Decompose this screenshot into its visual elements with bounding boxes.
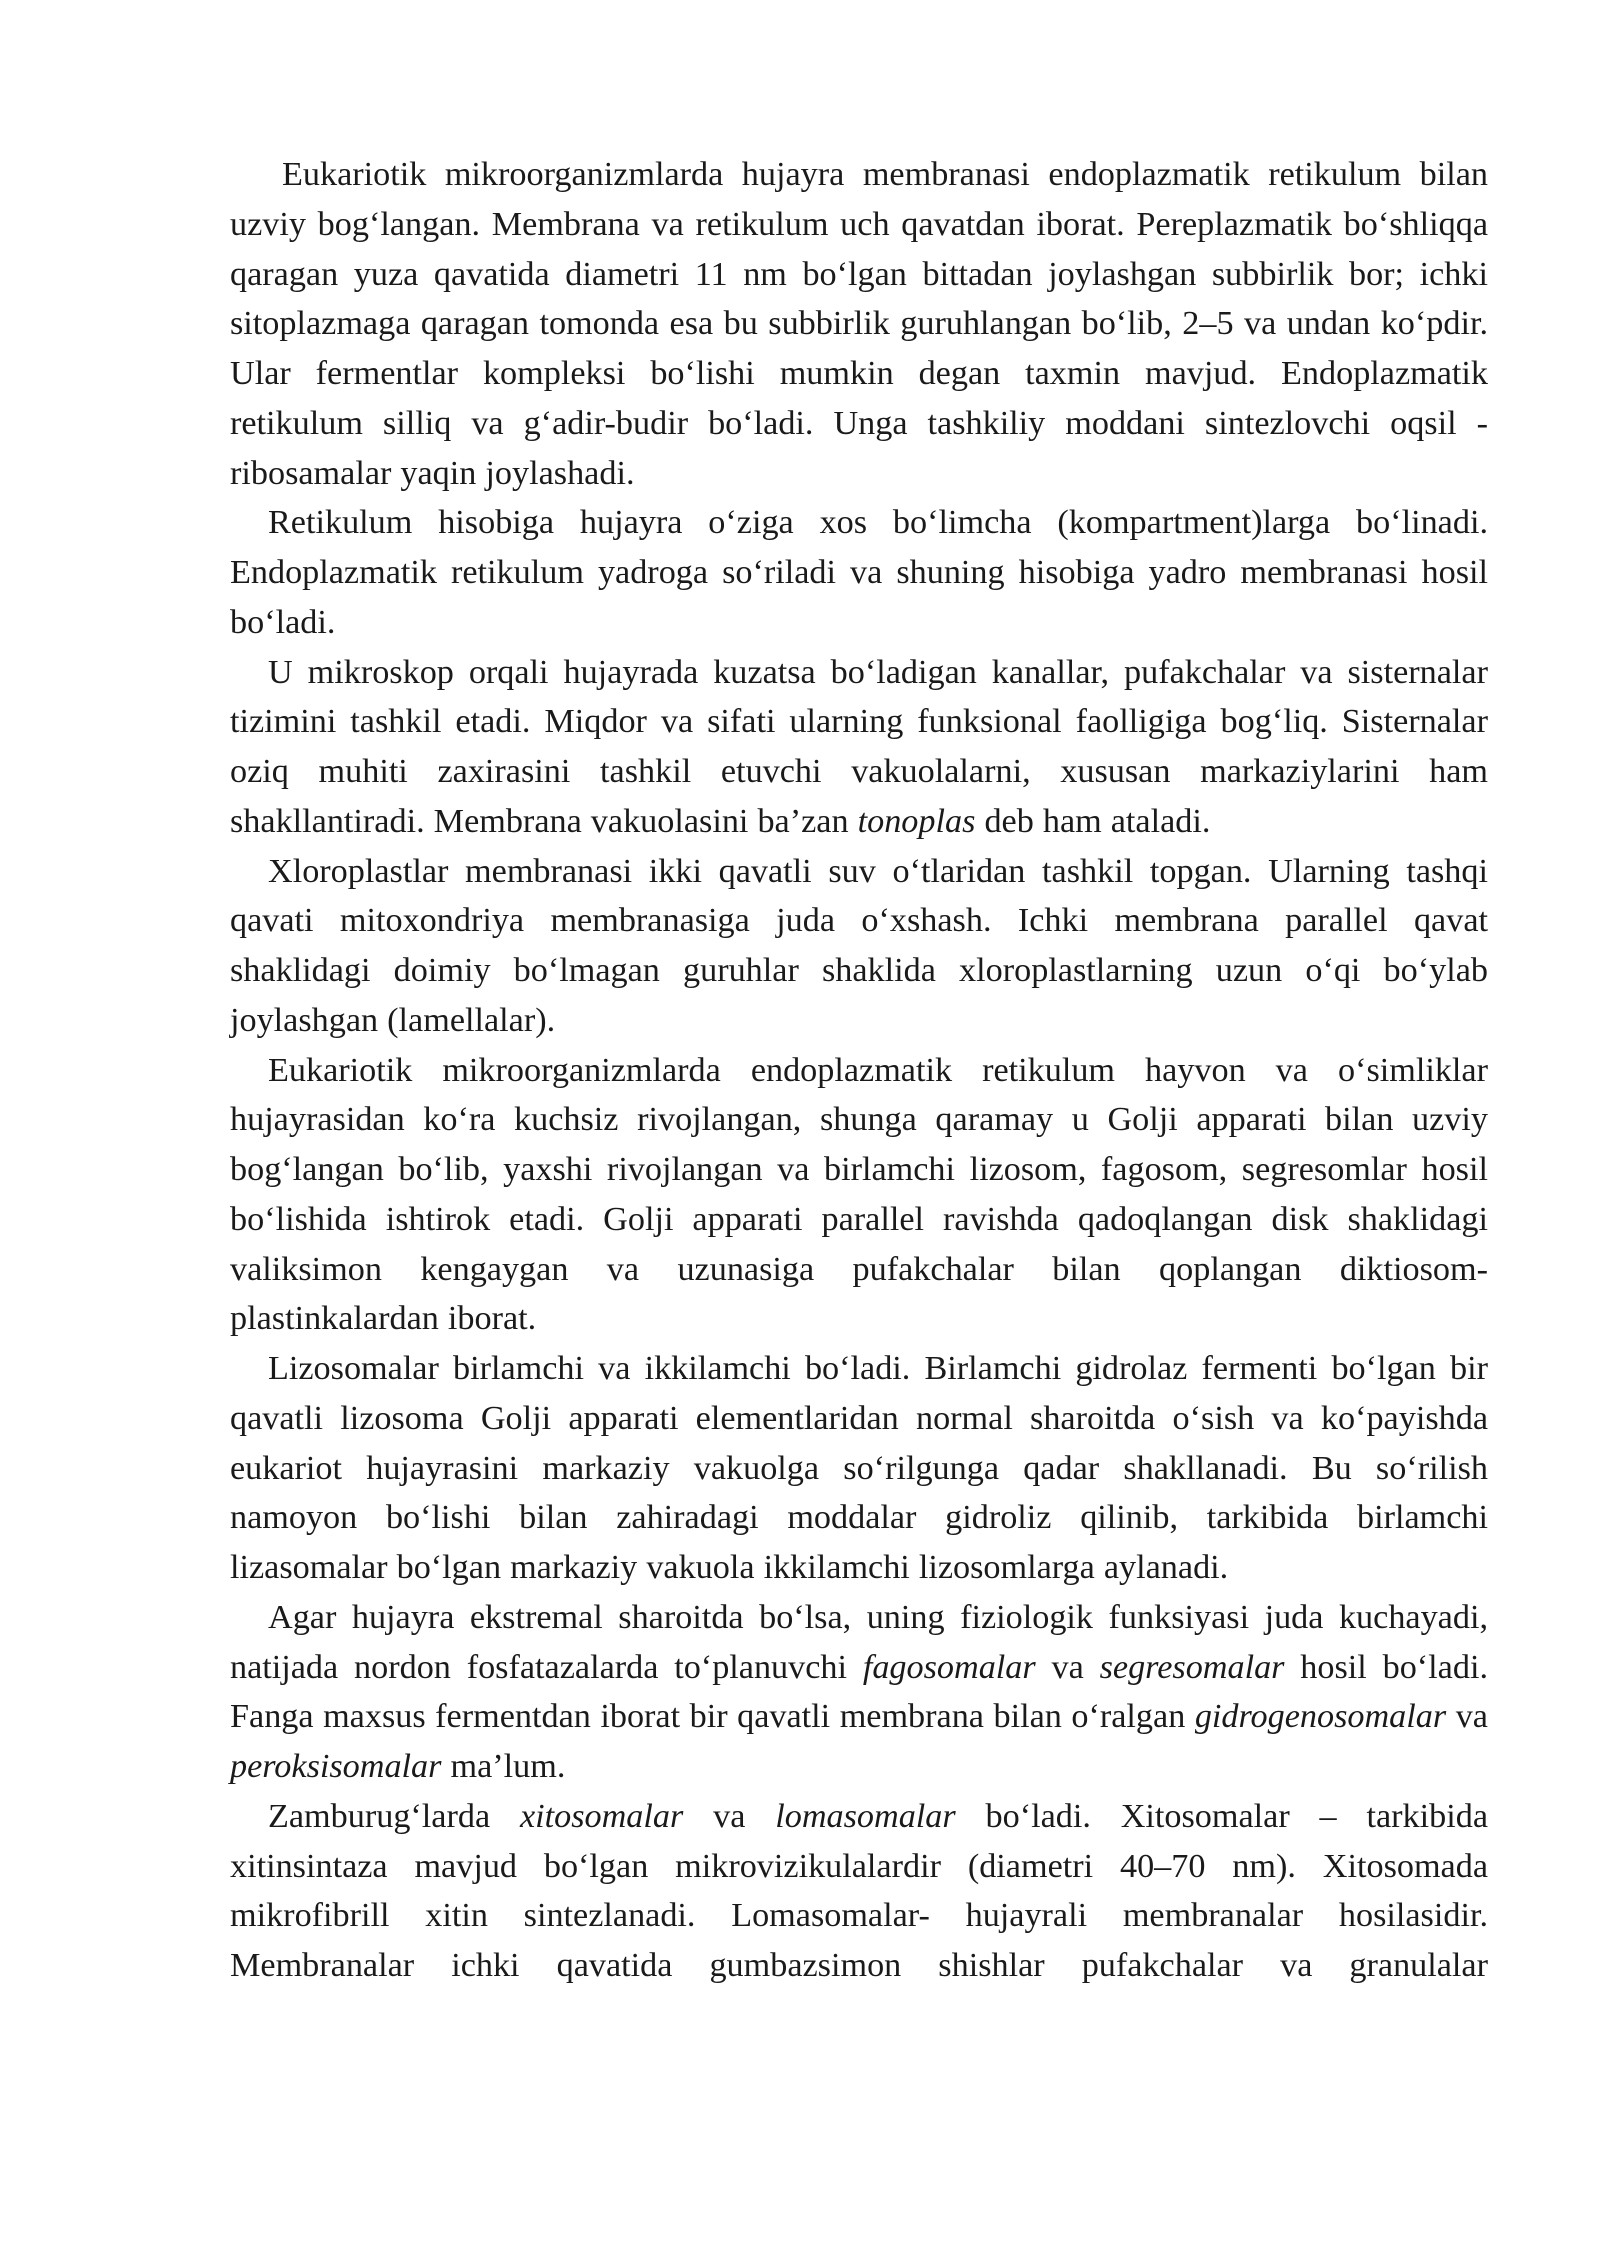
text-run: Eukariotik mikroorganizmlarda hujayra membranasi endoplazmatik retikulum bilan uzviy bog‘langan. Membrana va retikulum uch qavatdan iborat. Pereplazmatik bo‘shliqqa qaragan yuza qavatida diametri 11 nm bo‘lgan bittadan joylashgan subbirlik bor; ichki sitoplazmaga qaragan tomonda esa bu subbirlik guruhlangan bo‘lib, 2–5 va undan ko‘pdir. Ular fermentlar kompleksi bo‘lishi mumkin degan taxmin mavjud. Endoplazmatik retikulum silliq va g‘adir-budir bo‘ladi. Unga tashkiliy moddani sintezlovchi oqsil - ribosamalar yaqin joylashadi.: [230, 156, 1488, 492]
paragraph-chloroplasts: [230, 847, 1488, 1046]
italic-term: tonoplas: [857, 802, 976, 840]
text-run: Zamburug‘larda: [268, 1797, 520, 1835]
text-run: U mikroskop orqali hujayrada kuzatsa bo‘ladigan kanallar, pufakchalar va sisternalar tizimini tashkil etadi. Miqdor va sifati ularning funksional faolligiga bog‘liq. Sisternalar oziq muhiti zaxirasini tashkil etuvchi vakuolalarni, xususan markaziylarini ham shakllantiradi. Membrana vakuolasini ba’zan: [230, 653, 1488, 840]
text-run: va: [1035, 1648, 1100, 1686]
paragraph-endoplasmic-reticulum: [230, 150, 1488, 498]
paragraph-golgi-apparatus: [230, 1046, 1488, 1345]
paragraph-canals-cisternae: [230, 648, 1488, 847]
text-run: Agar hujayra ekstremal sharoitda bo‘lsa, uning fiziologik funksiyasi juda kuchayadi, natijada nordon fosfatazalarda to‘planuvchi: [230, 1598, 1488, 1686]
text-run: hosil bo‘ladi. Fanga maxsus fermentdan iborat bir qavatli membrana bilan o‘ralgan: [230, 1648, 1488, 1736]
text-run: va: [683, 1797, 776, 1835]
text-run: deb ham ataladi.: [975, 802, 1211, 840]
document-page: [230, 150, 1488, 1991]
text-run: Lizosomalar birlamchi va ikkilamchi bo‘ladi. Birlamchi gidrolaz fermenti bo‘lgan bir qavatli lizosoma Golji apparati elementlaridan normal sharoitda o‘sish va ko‘payishda eukariot hujayrasini markaziy vakuolga so‘rilgunga qadar shakllanadi. Bu so‘rilish namoyon bo‘lishi bilan zahiradagi moddalar gidroliz qilinib, tarkibida birlamchi lizasomalar bo‘lgan markaziy vakuola ikkilamchi lizosomlarga aylanadi.: [230, 1350, 1488, 1586]
text-run: bo‘ladi. Xitosomalar – tarkibida xitinsintaza mavjud bo‘lgan mikrovizikulalardir (diametri 40–70 nm). Xitosomada mikrofibrill xitin sintezlanadi. Lomasomalar- hujayrali membranalar hosilasidir. Membranalar ichki qavatida gumbazsimon shishlar pufakchalar va granulalar: [230, 1797, 1488, 1984]
text-run: va: [1446, 1698, 1488, 1736]
italic-term: segresomalar: [1099, 1648, 1285, 1686]
italic-term: gidrogenosomalar: [1194, 1698, 1447, 1736]
italic-term: lomasomalar: [775, 1797, 956, 1835]
italic-term: fagosomalar: [862, 1648, 1036, 1686]
text-run: Xloroplastlar membranasi ikki qavatli suv o‘tlaridan tashkil topgan. Ularning tashqi qavati mitoxondriya membranasiga juda o‘xshash. Ichki membrana parallel qavat shaklidagi doimiy bo‘lmagan guruhlar shaklida xloroplastlarning uzun o‘qi bo‘ylab joylashgan (lamellalar).: [230, 852, 1488, 1039]
paragraph-fungi-chitosomes: [230, 1792, 1488, 1991]
italic-term: peroksisomalar: [230, 1748, 442, 1785]
paragraph-lysosomes: [230, 1344, 1488, 1593]
text-run: Eukariotik mikroorganizmlarda endoplazmatik retikulum hayvon va o‘simliklar hujayrasidan ko‘ra kuchsiz rivojlangan, shunga qaramay u Golji apparati bilan uzviy bog‘langan bo‘lib, yaxshi rivojlangan va birlamchi lizosom, fagosom, segresomlar hosil bo‘lishida ishtirok etadi. Golji apparati parallel ravishda qadoqlangan disk shaklidagi valiksimon kengaygan va uzunasiga pufakchalar bilan qoplangan diktiosom-plastinkalardan iborat.: [230, 1051, 1488, 1338]
text-run: ma’lum.: [441, 1748, 566, 1785]
italic-term: xitosomalar: [519, 1797, 684, 1835]
paragraph-compartments: [230, 498, 1488, 647]
text-run: Retikulum hisobiga hujayra o‘ziga xos bo‘limcha (kompartment)larga bo‘linadi. Endoplazmatik retikulum yadroga so‘riladi va shuning hisobiga yadro membranasi hosil bo‘ladi.: [230, 504, 1488, 641]
paragraph-extreme-conditions: [230, 1593, 1488, 1792]
